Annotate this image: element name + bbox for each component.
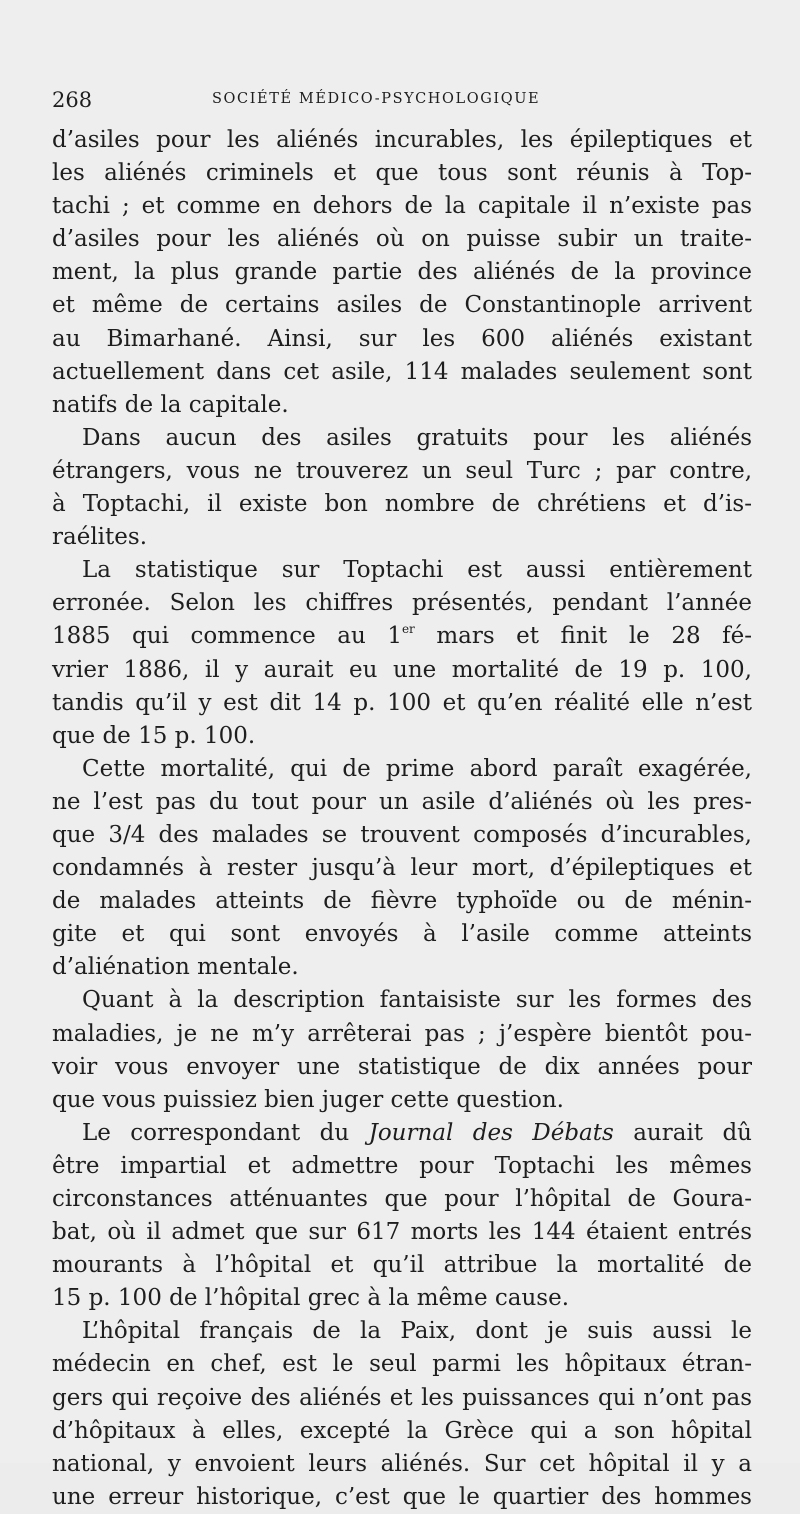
- text-line: une erreur historique, c’est que le quartier des hommes: [52, 1483, 752, 1510]
- text-line: actuellement dans cet asile, 114 malades seulement sont: [52, 358, 752, 385]
- text-line: les aliénés criminels et que tous sont réunis à Top-: [52, 160, 752, 187]
- text-line: d’hôpitaux à elles, excepté la Grèce qui a son hôpital: [52, 1417, 752, 1444]
- text-line: tachi ; et comme en dehors de la capitale il n’existe pas: [52, 193, 752, 220]
- superscript: er: [401, 622, 415, 637]
- text-fragment: mars et finit le 28 fé-: [414, 623, 753, 650]
- text-line: vrier 1886, il y aurait eu une mortalité de 19 p. 100,: [52, 656, 752, 683]
- text-fragment: 1885 qui commence au 1: [52, 623, 402, 650]
- text-line: maladies, je ne m’y arrêterai pas ; j’espère bientôt pou-: [52, 1020, 752, 1047]
- page-header: [52, 88, 752, 116]
- text-line: que 3/4 des malades se trouvent composés d’incurables,: [52, 821, 752, 848]
- text-line: tandis qu’il y est dit 14 p. 100 et qu’en réalité elle n’est: [52, 689, 752, 716]
- text-line: mourants à l’hôpital et qu’il attribue la mortalité de: [52, 1252, 752, 1279]
- text-line-with-superscript: [52, 620, 752, 653]
- text-line: Cette mortalité, qui de prime abord paraît exagérée,: [82, 755, 752, 782]
- text-line: natifs de la capitale.: [52, 391, 289, 418]
- text-line-with-italic: [52, 1117, 752, 1150]
- text-line: d’asiles pour les aliénés incurables, les épileptiques et: [52, 127, 752, 153]
- text-line: Quant à la description fantaisiste sur les formes des: [82, 987, 752, 1014]
- text-line: condamnés à rester jusqu’à leur mort, d’épileptiques et: [52, 855, 752, 882]
- text-line: bat, où il admet que sur 617 morts les 144 étaient entrés: [52, 1219, 752, 1246]
- journal-title: Journal des Débats: [368, 1119, 614, 1146]
- text-line: voir vous envoyer une statistique de dix années pour: [52, 1053, 752, 1080]
- page-number: 268: [52, 88, 93, 112]
- text-line: d’asiles pour les aliénés où on puisse subir un traite-: [52, 226, 752, 253]
- text-line: ne l’est pas du tout pour un asile d’aliénés où les pres-: [52, 788, 752, 815]
- text-line: être impartial et admettre pour Toptachi les mêmes: [52, 1152, 752, 1179]
- text-line: gers qui reçoive des aliénés et les puissances qui n’ont pas: [52, 1384, 752, 1411]
- text-line: d’aliénation mentale.: [52, 954, 299, 981]
- text-fragment: aurait dû: [613, 1119, 752, 1146]
- text-line: que vous puissiez bien juger cette question.: [52, 1086, 564, 1113]
- text-line: médecin en chef, est le seul parmi les hôpitaux étran-: [52, 1351, 752, 1378]
- text-line: national, y envoient leurs aliénés. Sur cet hôpital il y a: [52, 1450, 752, 1477]
- text-line: étrangers, vous ne trouverez un seul Turc ; par contre,: [52, 457, 752, 484]
- text-line: à Toptachi, il existe bon nombre de chrétiens et d’is-: [52, 491, 752, 518]
- text-line: que de 15 p. 100.: [52, 722, 256, 749]
- text-line: 15 p. 100 de l’hôpital grec à la même cause.: [52, 1285, 570, 1312]
- text-line: gite et qui sont envoyés à l’asile comme atteints: [52, 921, 752, 948]
- text-line: au Bimarhané. Ainsi, sur les 600 aliénés existant: [52, 325, 752, 352]
- text-line: Dans aucun des asiles gratuits pour les aliénés: [82, 424, 752, 451]
- running-head: SOCIÉTÉ MÉDICO-PSYCHOLOGIQUE: [212, 91, 541, 107]
- text-line: ment, la plus grande partie des aliénés de la province: [52, 259, 752, 286]
- text-line: circonstances atténuantes que pour l’hôpital de Goura-: [52, 1186, 752, 1212]
- text-line: raélites.: [52, 524, 147, 551]
- text-line: erronée. Selon les chiffres présentés, pendant l’année: [52, 590, 752, 617]
- text-line: La statistique sur Toptachi est aussi entièrement: [82, 557, 752, 584]
- text-fragment: Le correspondant du: [82, 1119, 369, 1146]
- body-text: [52, 124, 752, 1514]
- text-line: L’hôpital français de la Paix, dont je suis aussi le: [82, 1318, 752, 1345]
- text-line: et même de certains asiles de Constantinople arrivent: [52, 292, 752, 319]
- text-line: de malades atteints de fièvre typhoïde ou de ménin-: [52, 888, 752, 915]
